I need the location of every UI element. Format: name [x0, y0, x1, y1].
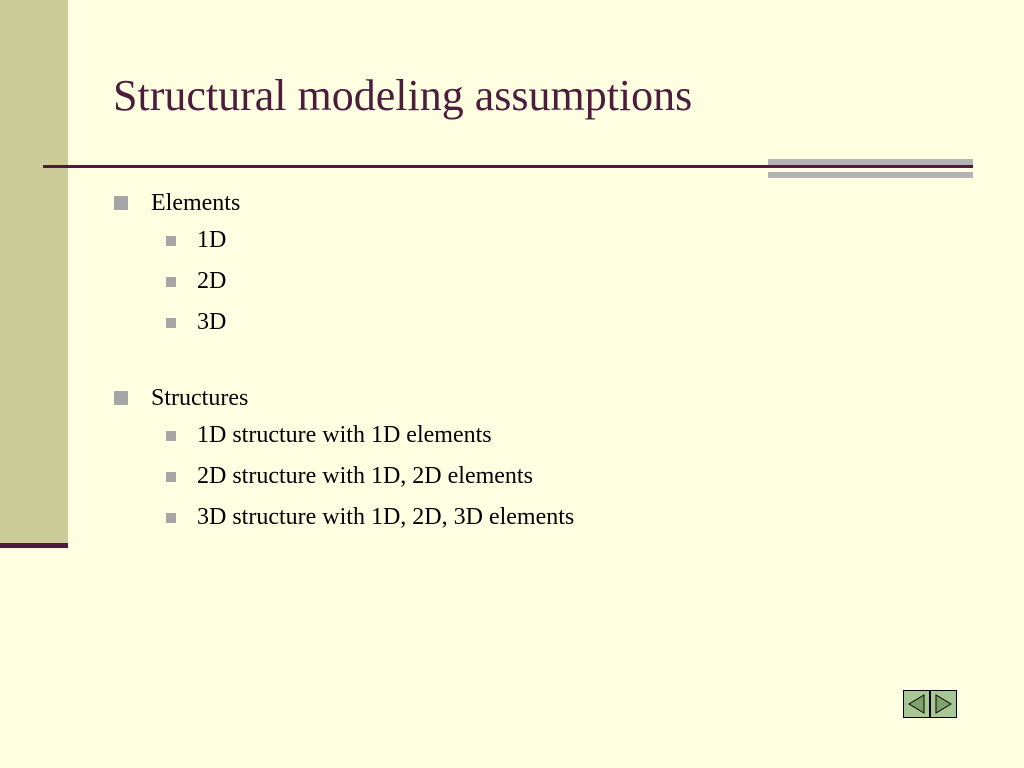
square-bullet-icon [166, 472, 176, 482]
square-bullet-icon [114, 391, 128, 405]
sub-bullet-label: 3D structure with 1D, 2D, 3D elements [197, 504, 575, 530]
sub-bullet [114, 220, 974, 261]
square-bullet-icon [166, 318, 176, 328]
sub-bullet-label: 2D [197, 268, 227, 294]
sub-bullet-label: 1D structure with 1D elements [197, 422, 492, 448]
sub-bullet [114, 456, 974, 497]
square-bullet-icon [166, 513, 176, 523]
square-bullet-icon [166, 236, 176, 246]
sub-bullet [114, 302, 974, 343]
accent-stripe-bottom [768, 172, 973, 178]
sub-bullet [114, 261, 974, 302]
triangle-left-icon [904, 691, 929, 717]
sub-bullet-label: 2D structure with 1D, 2D elements [197, 463, 533, 489]
next-slide-button[interactable] [930, 690, 957, 718]
square-bullet-icon [166, 431, 176, 441]
bullet-structures [114, 381, 974, 415]
accent-stripe-top [768, 159, 973, 165]
square-bullet-icon [166, 277, 176, 287]
section-spacer [114, 343, 974, 381]
sub-bullet-label: 3D [197, 309, 227, 335]
bullet-label: Structures [151, 384, 249, 411]
side-decor-accent [0, 543, 68, 548]
sub-bullet-label: 1D [197, 227, 227, 253]
title-underline-accent [768, 159, 973, 178]
triangle-right-icon [931, 691, 956, 717]
previous-slide-button[interactable] [903, 690, 930, 718]
sub-bullet [114, 415, 974, 456]
bullet-elements [114, 186, 974, 220]
sub-bullet [114, 497, 974, 538]
bullet-label: Elements [151, 189, 241, 216]
slide-navigation [903, 690, 957, 718]
square-bullet-icon [114, 196, 128, 210]
slide-body [114, 186, 974, 538]
slide-title: Structural modeling assumptions [113, 71, 693, 120]
side-decor-bar [0, 0, 68, 545]
